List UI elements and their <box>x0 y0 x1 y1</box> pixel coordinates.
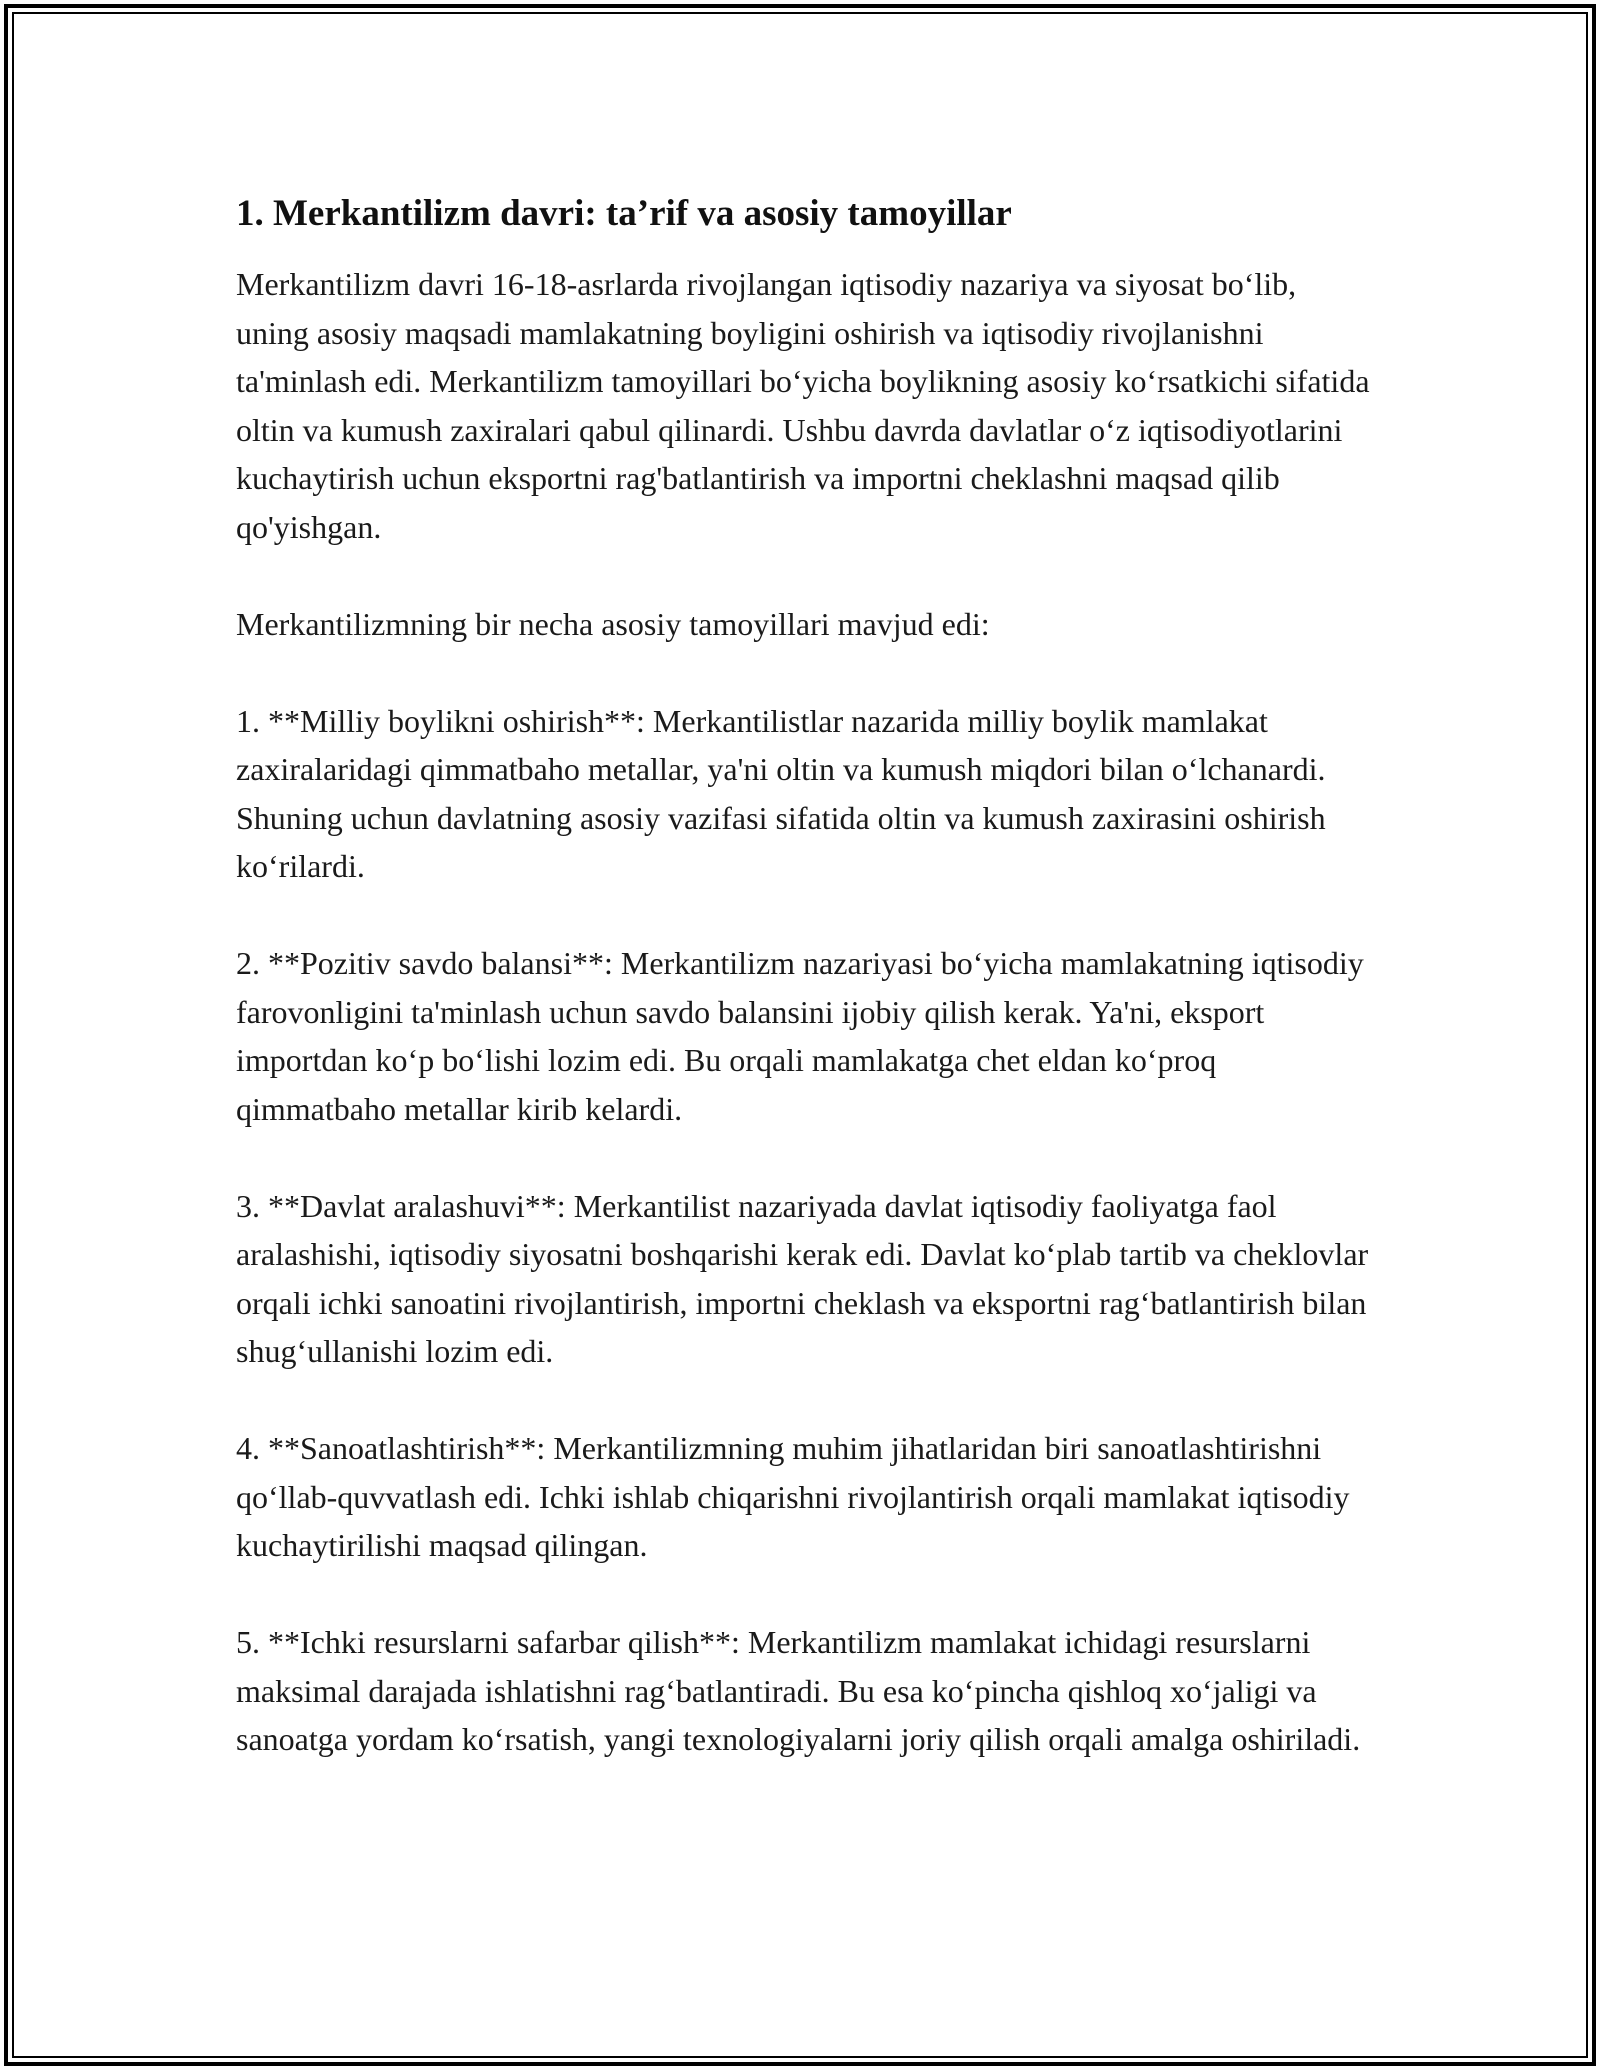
principle-item-1: 1. **Milliy boylikni oshirish**: Merkantilistlar nazarida milliy boylik mamlakat zaxiralaridagi qimmatbaho metallar, ya'ni oltin va kumush miqdori bilan o‘lchanardi. Shuning uchun davlatning asosiy vazifasi sifatida oltin va kumush zaxirasini oshirish ko‘rilardi. <box>236 702 1326 884</box>
section-title: 1. Merkantilizm davri: ta’rif va asosiy tamoyillar <box>236 193 1012 234</box>
intro-paragraph: Merkantilizm davri 16-18-asrlarda rivojlangan iqtisodiy nazariya va siyosat bo‘lib, uning asosiy maqsadi mamlakatning boyligini oshirish va iqtisodiy rivojlanishni ta'minlash edi. Merkantilizm tamoyillari bo‘yicha boylikning asosiy ko‘rsatkichi sifatida oltin va kumush zaxiralari qabul qilinardi. Ushbu davrda davlatlar o‘z iqtisodiyotlarini kuchaytirish uchun eksportni rag'batlantirish va importni cheklashni maqsad qilib qo'yishgan. <box>236 266 1370 545</box>
principle-item-4: 4. **Sanoatlashtirish**: Merkantilizmning muhim jihatlaridan biri sanoatlashtirishni qo‘llab-quvvatlash edi. Ichki ishlab chiqarishni rivojlantirish orqali mamlakat iqtisodiy kuchaytirilishi maqsad qilingan. <box>236 1430 1350 1563</box>
principle-item-2: 2. **Pozitiv savdo balansi**: Merkantilizm nazariyasi bo‘yicha mamlakatning iqtisodiy farovonligini ta'minlash uchun savdo balansini ijobiy qilish kerak. Ya'ni, eksport importdan ko‘p bo‘lishi lozim edi. Bu orqali mamlakatga chet eldan ko‘proq qimmatbaho metallar kirib kelardi. <box>236 945 1364 1127</box>
principles-lead: Merkantilizmning bir necha asosiy tamoyillari mavjud edi: <box>236 605 990 642</box>
principle-item-3: 3. **Davlat aralashuvi**: Merkantilist nazariyada davlat iqtisodiy faoliyatga faol aralashishi, iqtisodiy siyosatni boshqarishi kerak edi. Davlat ko‘plab tartib va cheklovlar orqali ichki sanoatini rivojlantirish, importni cheklash va eksportni rag‘batlantirish bilan shug‘ullanishi lozim edi. <box>236 1187 1369 1369</box>
principle-item-5: 5. **Ichki resurslarni safarbar qilish**: Merkantilizm mamlakat ichidagi resurslarni maksimal darajada ishlatishni rag‘batlantiradi. Bu esa ko‘pincha qishloq xo‘jaligi va sanoatga yordam ko‘rsatish, yangi texnologiyalarni joriy qilish orqali amalga oshiriladi. <box>236 1624 1361 1757</box>
document-body <box>236 188 1376 1812</box>
